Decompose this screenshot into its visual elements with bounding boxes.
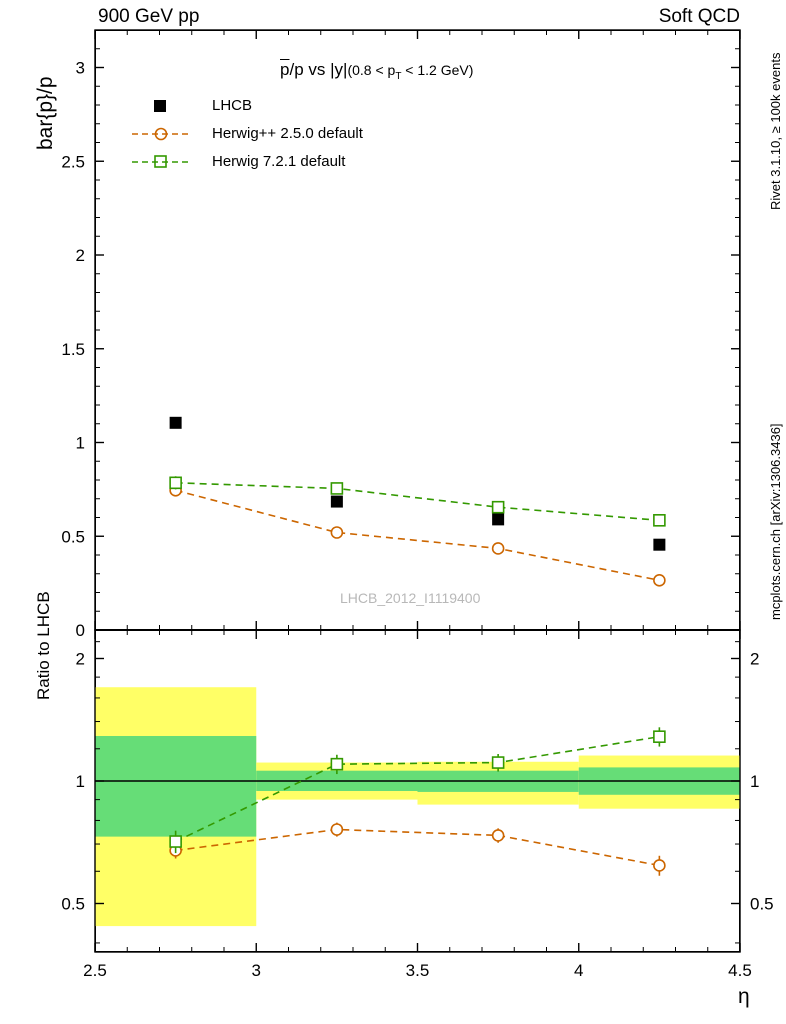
legend-label-herwig7: Herwig 7.2.1 default xyxy=(212,153,346,170)
ratio-point-herwig7 xyxy=(493,757,504,768)
main-panel-border xyxy=(95,30,740,630)
legend-label-lhcb: LHCB xyxy=(212,97,253,114)
ratio-ytick-label-right-1: 1 xyxy=(750,771,760,791)
main-ytick-label-0: 0 xyxy=(75,621,85,640)
ratio-ytick-label-left-2: 2 xyxy=(75,649,85,669)
ratio-ytick-label-left-0.5: 0.5 xyxy=(61,894,85,914)
main-ytick-label-1: 1 xyxy=(75,433,85,453)
ratio-band-green-0 xyxy=(95,736,256,837)
main-ytick-label-2.5: 2.5 xyxy=(61,152,85,172)
ratio-ytick-label-left-1: 1 xyxy=(75,771,85,791)
main-point-herwigpp xyxy=(493,543,504,554)
header-left: 900 GeV pp xyxy=(98,6,200,27)
main-title: $\overline{p}/p$ vs $|y|(0.8 < p_T < 1.2$ GeV) xyxy=(280,60,474,82)
main-point-lhcb xyxy=(653,539,665,551)
legend-label-herwigpp: Herwig++ 2.5.0 default xyxy=(212,125,363,142)
main-point-herwig7 xyxy=(331,483,342,494)
main-point-herwig7 xyxy=(654,515,665,526)
main-ytick-label-1.5: 1.5 xyxy=(61,339,85,359)
xtick-label-3.5: 3.5 xyxy=(405,961,430,980)
ratio-ytick-label-right-2: 2 xyxy=(750,649,760,669)
main-ytick-label-3: 3 xyxy=(75,58,85,78)
main-point-lhcb xyxy=(170,417,182,429)
ratio-ylabel: Ratio to LHCB xyxy=(34,591,53,700)
main-point-lhcb xyxy=(492,513,504,525)
main-ytick-label-0.5: 0.5 xyxy=(61,527,85,547)
xtick-label-4.5: 4.5 xyxy=(728,961,752,980)
header-right: Soft QCD xyxy=(658,6,740,27)
main-point-herwig7 xyxy=(493,502,504,513)
side-rivet-label: Rivet 3.1.10, ≥ 100k events xyxy=(768,52,783,210)
main-ytick-label-2: 2 xyxy=(75,246,85,265)
main-point-lhcb xyxy=(331,496,343,508)
ratio-ytick-label-right-0.5: 0.5 xyxy=(750,894,774,914)
side-mcplots-label: mcplots.cern.ch [arXiv:1306.3436] xyxy=(768,423,783,620)
dataset-watermark: LHCB_2012_I1119400 xyxy=(340,590,481,606)
ratio-point-herwig7 xyxy=(654,731,665,742)
main-line-herwig-7.2.1-default xyxy=(176,483,660,521)
ratio-point-herwigpp xyxy=(331,824,342,835)
xlabel: η xyxy=(738,985,750,1008)
ratio-point-herwig7 xyxy=(170,836,181,847)
main-point-herwigpp xyxy=(654,575,665,586)
ratio-point-herwigpp xyxy=(493,830,504,841)
main-point-herwig7 xyxy=(170,477,181,488)
xtick-label-4: 4 xyxy=(574,961,584,980)
main-line-herwig++-2.5.0-default xyxy=(176,490,660,580)
xtick-label-3: 3 xyxy=(251,961,261,980)
xtick-label-2.5: 2.5 xyxy=(83,961,107,980)
main-ylabel: bar{p}/p xyxy=(34,76,57,150)
ratio-point-herwig7 xyxy=(331,759,342,770)
main-point-herwigpp xyxy=(331,527,342,538)
ratio-point-herwigpp xyxy=(654,860,665,871)
